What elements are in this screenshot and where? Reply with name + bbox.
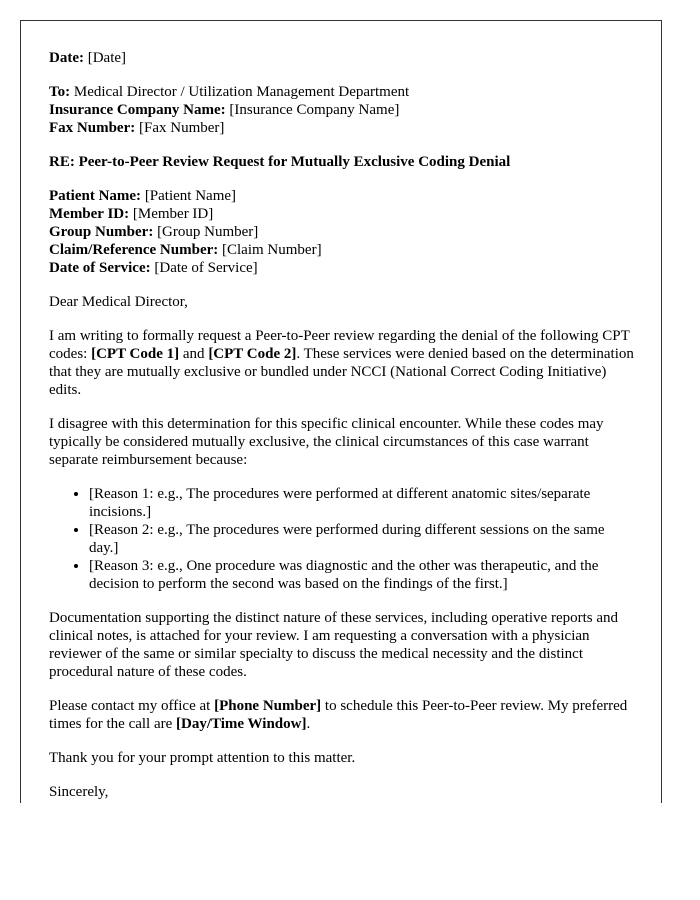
subject-line: RE: Peer-to-Peer Review Request for Mutually Exclusive Coding Denial xyxy=(49,154,511,170)
date-line: Date: [Date] xyxy=(49,50,127,66)
recipient-block: To: Medical Director / Utilization Management Department Insurance Company Name: [Insurance Company Name] Fax Number: [Fax Number] xyxy=(49,84,410,136)
salutation: Dear Medical Director, xyxy=(49,294,188,310)
paragraph-disagreement: I disagree with this determination for this specific clinical encounter. While these codes may typically be considered mutually exclusive, the clinical circumstances of this case warrant separate reimbursement because: xyxy=(49,416,604,468)
letter-page xyxy=(20,20,662,803)
paragraph-thanks: Thank you for your prompt attention to this matter. xyxy=(49,750,356,766)
list-item: • [Reason 3: e.g., One procedure was diagnostic and the other was therapeutic, and the decision to perform the second was based on the findings of the first.] xyxy=(89,557,634,593)
paragraph-request: I am writing to formally request a Peer-to-Peer review regarding the denial of the following CPT codes: [CPT Code 1] and [CPT Code 2]. These services were denied based on the determination that they are mutually exclusive or bundled under NCCI (National Correct Coding Initiative) edits. xyxy=(49,328,634,398)
reasons-list xyxy=(49,485,634,593)
patient-block: Patient Name: [Patient Name] Member ID: [Member ID] Group Number: [Group Number] Claim/Reference Number: [Claim Number] Date of Service: [Date of Service] xyxy=(49,188,322,276)
paragraph-documentation: Documentation supporting the distinct nature of these services, including operative reports and clinical notes, is attached for your review. I am requesting a conversation with a physician reviewer of the same or similar specialty to discuss the medical necessity and the distinct procedural nature of these codes. xyxy=(49,610,619,680)
list-item: • [Reason 2: e.g., The procedures were performed during different sessions on the same day.] xyxy=(89,521,634,557)
list-item: • [Reason 1: e.g., The procedures were performed at different anatomic sites/separate incisions.] xyxy=(89,485,634,521)
paragraph-contact: Please contact my office at [Phone Number] to schedule this Peer-to-Peer review. My preferred times for the call are [Day/Time Window]. xyxy=(49,698,628,732)
closing: Sincerely, xyxy=(49,784,109,800)
